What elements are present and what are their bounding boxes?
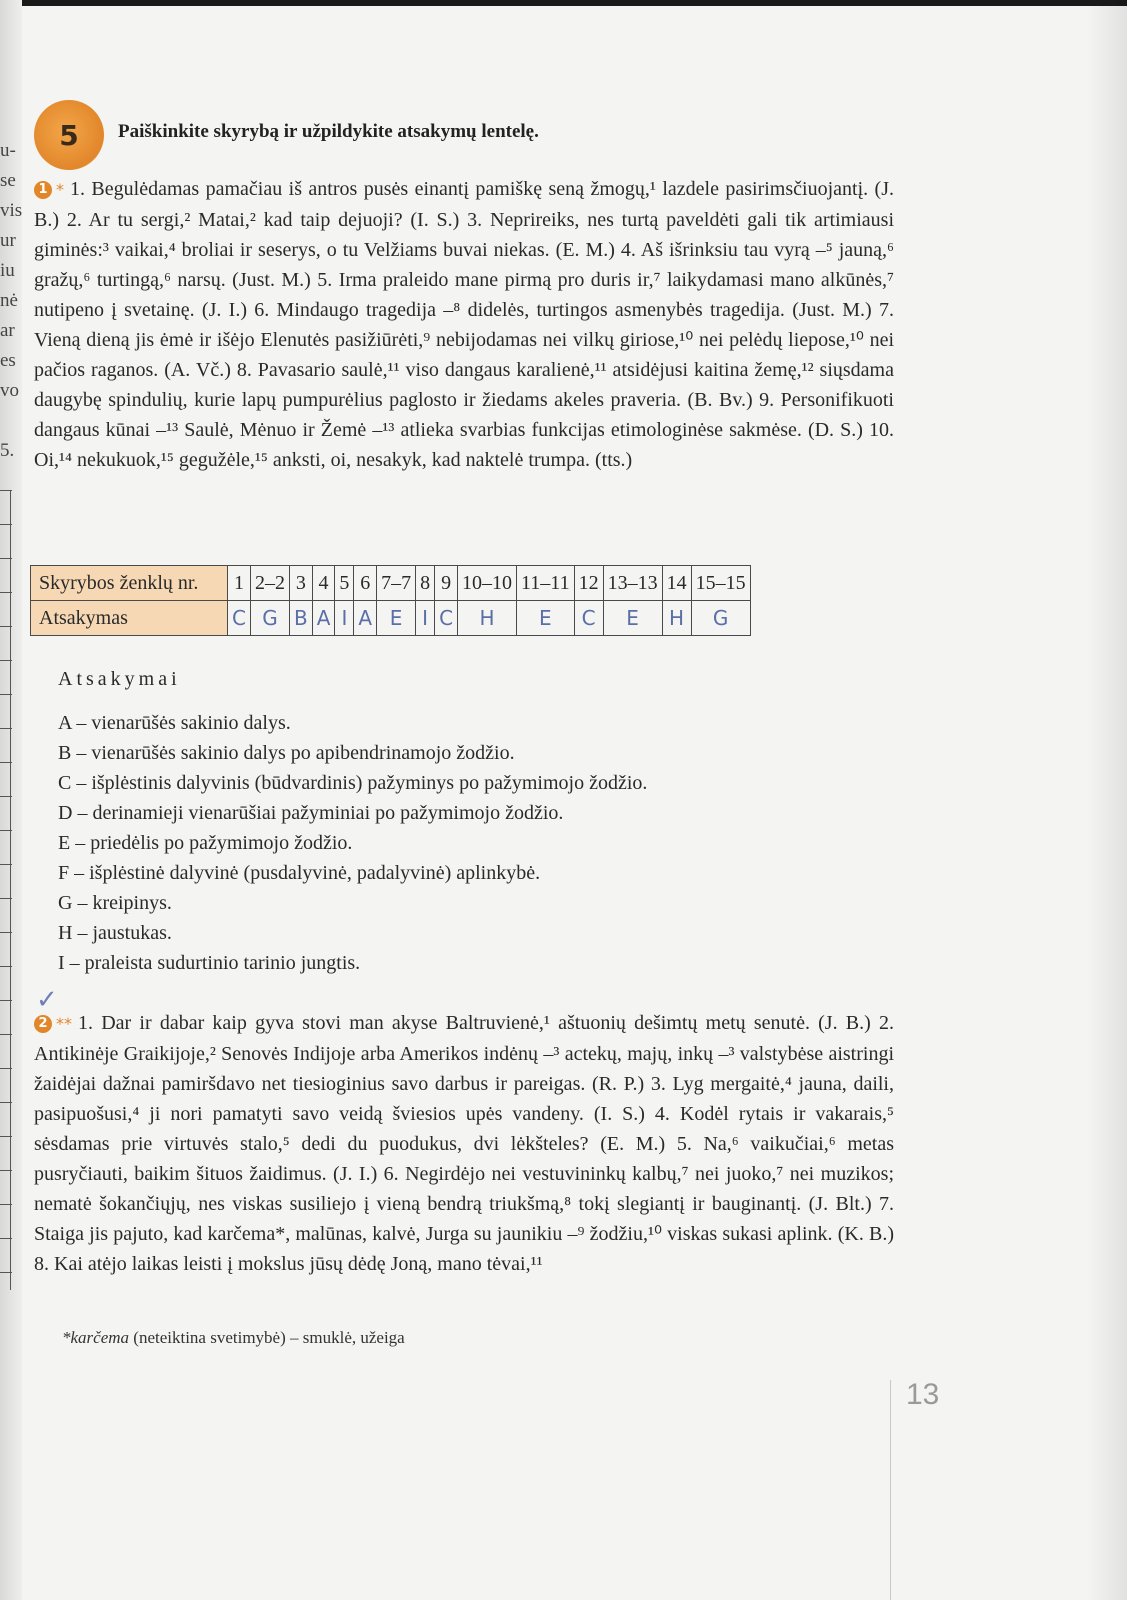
fragment: iu bbox=[0, 260, 15, 281]
answer-cell[interactable]: H bbox=[458, 601, 517, 636]
exercise-number-badge bbox=[34, 100, 104, 170]
col-header: 8 bbox=[416, 566, 435, 601]
col-header: 4 bbox=[312, 566, 335, 601]
answer-cell[interactable]: G bbox=[250, 601, 289, 636]
answer-cell[interactable]: A bbox=[354, 601, 377, 636]
footnote bbox=[62, 1328, 405, 1348]
col-header: 2–2 bbox=[250, 566, 289, 601]
answer-cell[interactable]: C bbox=[435, 601, 458, 636]
answer-option: G – kreipinys. bbox=[58, 892, 172, 914]
fragment: es bbox=[0, 350, 16, 371]
answer-cell[interactable]: I bbox=[335, 601, 354, 636]
table-row-numbers bbox=[31, 566, 751, 601]
answer-cell[interactable]: E bbox=[377, 601, 416, 636]
answers-list bbox=[58, 708, 647, 978]
fragment: ur bbox=[0, 230, 16, 251]
col-header: 12 bbox=[574, 566, 603, 601]
col-header: 3 bbox=[289, 566, 312, 601]
page-edge-shadow bbox=[1087, 0, 1127, 1600]
col-header: 13–13 bbox=[603, 566, 662, 601]
answer-option: I – praleista sudurtinio tarinio jungtis. bbox=[58, 952, 361, 974]
exercise-instruction: Paiškinkite skyrybą ir užpildykite atsakymų lentelę. bbox=[118, 121, 539, 142]
page-top-edge bbox=[0, 0, 1127, 6]
answer-cell[interactable]: B bbox=[289, 601, 312, 636]
answer-option: A – vienarūšės sakinio dalys. bbox=[58, 712, 291, 734]
answer-cell[interactable]: H bbox=[662, 601, 691, 636]
answer-option: H – jaustukas. bbox=[58, 922, 172, 944]
answer-cell[interactable]: G bbox=[691, 601, 750, 636]
answer-cell[interactable]: C bbox=[228, 601, 251, 636]
answer-option: E – priedėlis po pažymimojo žodžio. bbox=[58, 832, 353, 854]
answer-option: B – vienarūšės sakinio dalys po apibendrinamojo žodžio. bbox=[58, 742, 515, 764]
col-header: 1 bbox=[228, 566, 251, 601]
difficulty-stars: ** bbox=[56, 1014, 72, 1033]
answer-cell[interactable]: E bbox=[603, 601, 662, 636]
page-number-rule bbox=[890, 1380, 891, 1600]
col-header: 9 bbox=[435, 566, 458, 601]
check-mark-icon: ✓ bbox=[36, 985, 58, 1015]
task-1-text: 1. Begulėdamas pamačiau iš antros pusės einantį pamiškę seną žmogų,¹ lazdele pasirimsčiuojantį. (J. B.) 2. Ar tu sergi,² Matai,² kad taip dejuoji? (I. S.) 3. Neprireiks, nes turtą paveldėti gali tik artimiausi giminės:³ vaikai,⁴ broliai ir seserys, o tu Velžiams buvai niekas. (E. M.) 4. Aš išrinksiu tau vyrą –⁵ jauną,⁶ gražų,⁶ turtingą,⁶ narsų. (Just. M.) 5. Irma praleido mane pirmą pro duris ir,⁷ laikydamasi mano alkūnės,⁷ nutipeno į svetainę. (J. I.) 6. Mindaugo tragedija –⁸ didelės, turtingos asmenybės tragedija. (Just. M.) 7. Vieną dieną jis ėmė ir išėjo Elenutės pasižiūrėti,⁹ nebijodamas nei vilkų giriose,¹⁰ nei pelėdų liepose,¹⁰ nei pačios raganos. (A. Vč.) 8. Pavasario saulė,¹¹ viso dangaus karalienė,¹¹ atsidėjusi kaitina žemę,¹² siųsdama daugybę spindulių, kurie lapų pumpurėlius paglosto ir žiedams akeles praveria. (B. Bv.) 9. Personifikuoti dangaus kūnai –¹³ Saulė, Mėnuo ir Žemė –¹³ atlieka svarbias funkcijas etimologinėse sakmėse. (D. S.) 10. Oi,¹⁴ nekukuok,¹⁵ gegužėle,¹⁵ anksti, oi, nesakyk, kad naktelė trumpa. (tts.) bbox=[34, 178, 894, 471]
answer-option: C – išplėstinis dalyvinis (būdvardinis) pažyminys po pažymimojo žodžio. bbox=[58, 772, 648, 794]
footnote-term: *karčema bbox=[62, 1328, 130, 1347]
col-header: 7–7 bbox=[377, 566, 416, 601]
fragment: 5. bbox=[0, 440, 15, 461]
col-header: 10–10 bbox=[458, 566, 517, 601]
table-row-answers bbox=[31, 601, 751, 636]
fragment: se bbox=[0, 170, 16, 191]
col-header: 11–11 bbox=[517, 566, 575, 601]
col-header: 6 bbox=[354, 566, 377, 601]
task-1-paragraph bbox=[34, 174, 894, 475]
fragment: nė bbox=[0, 290, 18, 311]
col-header: 14 bbox=[662, 566, 691, 601]
row-label: Atsakymas bbox=[31, 601, 228, 636]
answer-option: F – išplėstinė dalyvinė (pusdalyvinė, padalyvinė) aplinkybė. bbox=[58, 862, 541, 884]
task-1-marker: 1 bbox=[34, 181, 52, 199]
answer-table bbox=[30, 565, 751, 636]
page-number: 13 bbox=[906, 1378, 940, 1411]
task-2-text: 1. Dar ir dabar kaip gyva stovi man akyse Baltruvienė,¹ aštuonių dešimtų metų senutė. (J. B.) 2. Antikinėje Graikijoje,² Senovės Indijoje arba Amerikos indėnų –³ actekų, majų, inkų –³ valstybėse aistringi žaidėjai dažnai pamiršdavo net tiesioginius savo darbus ir pareigas. (R. P.) 3. Lyg mergaitė,⁴ jauna, daili, pasipuošusi,⁴ ji nori pamatyti savo veidą šviesios upės vandeny. (I. S.) 4. Kodėl rytais ir vakarais,⁵ sėsdamas prie virtuvės stalo,⁵ dedi du puodukus, dvi lėkšteles? (E. M.) 5. Na,⁶ vaikučiai,⁶ metas pusryčiauti, baikim šituos žaidimus. (J. I.) 6. Negirdėjo nei vestuvininkų kalbų,⁷ nei juoko,⁷ nei muzikos; nematė šokančiųjų, nes viskas susiliejo į vieną bendrą triukšmą,⁸ tokį slegiantį ir bauginantį. (J. Blt.) 7. Staiga jis pajuto, kad karčema*, malūnas, kalvė, Jurga su jaunikiu –⁹ žodžiu,¹⁰ viskas sukasi aplink. (K. B.) 8. Kai atėjo laikas leisti į mokslus jūsų dėdę Joną, mano tėvai,¹¹ bbox=[34, 1012, 894, 1275]
difficulty-stars: * bbox=[56, 180, 64, 199]
col-header: 15–15 bbox=[691, 566, 750, 601]
col-header: 5 bbox=[335, 566, 354, 601]
answer-cell[interactable]: C bbox=[574, 601, 603, 636]
answers-title: Atsakymai bbox=[58, 668, 181, 690]
fragment: u- bbox=[0, 140, 16, 161]
answer-cell[interactable]: I bbox=[416, 601, 435, 636]
fragment: vo bbox=[0, 380, 19, 401]
task-2-marker: 2 bbox=[34, 1015, 52, 1033]
fragment: ar bbox=[0, 320, 15, 341]
answer-option: D – derinamieji vienarūšiai pažyminiai po pažymimojo žodžio. bbox=[58, 802, 564, 824]
answer-cell[interactable]: E bbox=[517, 601, 575, 636]
exercise-number: 5 bbox=[59, 118, 79, 152]
footnote-definition: (neteiktina svetimybė) – smuklė, užeiga bbox=[129, 1328, 405, 1347]
task-2-paragraph bbox=[34, 1008, 894, 1279]
answer-cell[interactable]: A bbox=[312, 601, 335, 636]
row-label: Skyrybos ženklų nr. bbox=[31, 566, 228, 601]
fragment: vis bbox=[0, 200, 23, 221]
